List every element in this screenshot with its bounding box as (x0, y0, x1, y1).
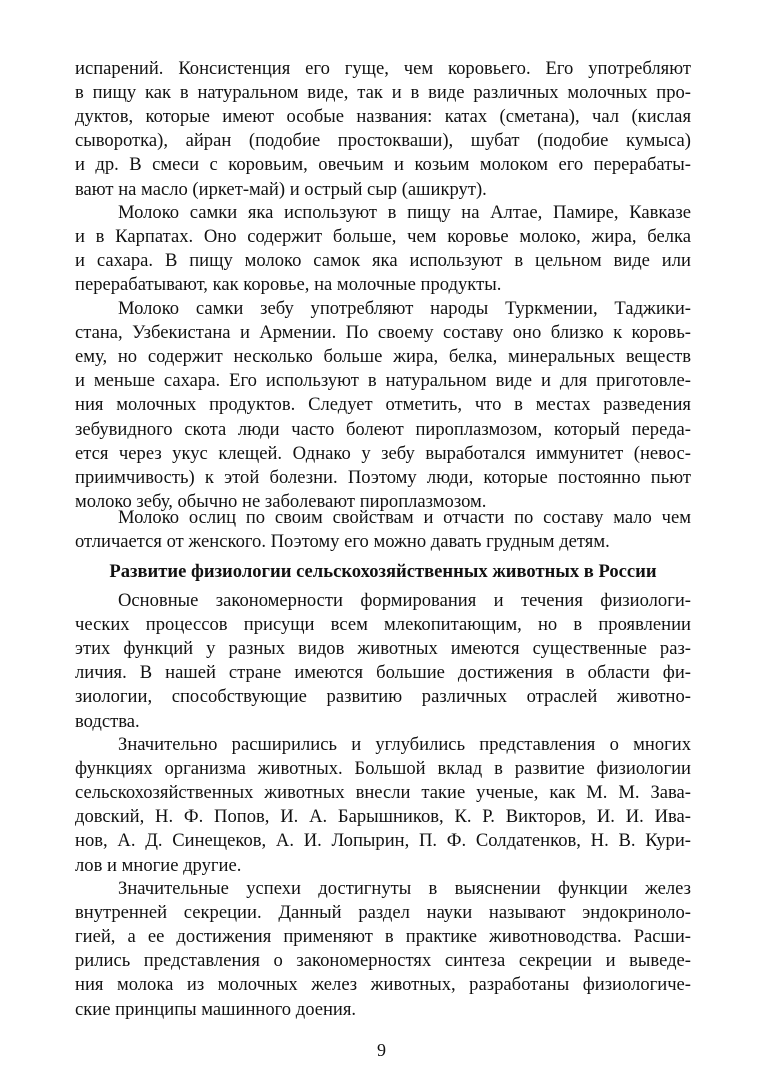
text-line: Значительные успехи достигнуты в выяснении функции желез (118, 878, 691, 899)
text-line: Молоко ослиц по своим свойствам и отчасти по составу мало чем (118, 507, 691, 528)
text-line: довский, Н. Ф. Попов, И. А. Барышников, К. Р. Викторов, И. И. Ива- (75, 806, 691, 828)
text-line: ния молочных продуктов. Следует отметить, что в местах разведения (75, 394, 691, 416)
text-line: рились представления о закономерностях синтеза секреции и выведе- (75, 950, 691, 972)
text-line: ческих процессов присущи всем млекопитающим, но в проявлении (75, 614, 691, 636)
text-line: и меньше сахара. Его используют в натуральном виде и для приготовле- (75, 370, 691, 392)
page-number: 9 (377, 1040, 386, 1060)
text-line: дуктов, которые имеют особые названия: катах (сметана), чал (кислая (75, 106, 691, 128)
text-line: приимчивость) к этой болезни. Поэтому люди, которые постоянно пьют (75, 466, 691, 488)
text-line: перерабатывают, как коровье, на молочные продукты. (75, 274, 502, 296)
text-line: ему, но содержит несколько больше жира, белка, минеральных веществ (75, 346, 691, 368)
text-line: и сахара. В пищу молоко самок яка используют в цельном виде или (75, 250, 691, 272)
text-line: лов и многие другие. (75, 854, 242, 876)
text-line: ские принципы машинного доения. (75, 998, 357, 1020)
text-line: ется через укус клещей. Однако у зебу выработался иммунитет (невос- (75, 442, 691, 464)
text-line: вают на масло (иркет-май) и острый сыр (ашикрут). (75, 178, 487, 200)
text-line: гией, а ее достижения применяют в практике животноводства. Расши- (75, 926, 691, 948)
text-line: и в Карпатах. Оно содержит больше, чем коровье молоко, жира, белка (75, 226, 691, 248)
text-line: молоко зебу, обычно не заболевают пироплазмозом. (75, 490, 487, 512)
text-line: отличается от женского. Поэтому его можно давать грудным детям. (75, 531, 610, 553)
text-line: водства. (75, 710, 140, 732)
text-line: испарений. Консистенция его гуще, чем коровьего. Его употребляют (75, 58, 691, 79)
text-line: Молоко самки яка используют в пищу на Алтае, Памире, Кавказе (118, 202, 691, 223)
text-line: зиологии, способствующие развитию различных отраслей животно- (75, 686, 691, 708)
text-line: сельскохозяйственных животных внесли такие ученые, как М. М. Зава- (75, 782, 691, 804)
text-line: личия. В нашей стране имеются большие достижения в области фи- (75, 662, 691, 684)
text-line: Значительно расширились и углубились представления о многих (118, 734, 691, 755)
text-line: ния молока из молочных желез животных, разработаны физиологиче- (75, 974, 691, 996)
text-line: сыворотка), айран (подобие простокваши), шубат (подобие кумыса) (75, 130, 691, 152)
text-line: нов, А. Д. Синещеков, А. И. Лопырин, П. Ф. Солдатенков, Н. В. Кури- (75, 830, 691, 852)
text-line: Основные закономерности формирования и течения физиологи- (118, 590, 691, 611)
text-line: зебувидного скота люди часто болеют пироплазмозом, который переда- (75, 418, 691, 440)
text-line: стана, Узбекистана и Армении. По своему составу оно близко к коровь- (75, 322, 691, 344)
text-line: этих функций у разных видов животных имеются существенные раз- (75, 638, 691, 660)
text-line: внутренней секреции. Данный раздел науки называют эндокриноло- (75, 902, 691, 924)
text-line: Молоко самки зебу употребляют народы Туркмении, Таджики- (118, 298, 691, 319)
text-line: и др. В смеси с коровьим, овечьим и козьим молоком его перерабаты- (75, 154, 691, 176)
text-line: функциях организма животных. Большой вклад в развитие физиологии (75, 758, 691, 780)
section-heading: Развитие физиологии сельскохозяйственных животных в России (109, 561, 657, 582)
text-line: в пищу как в натуральном виде, так и в виде различных молочных про- (75, 82, 691, 104)
